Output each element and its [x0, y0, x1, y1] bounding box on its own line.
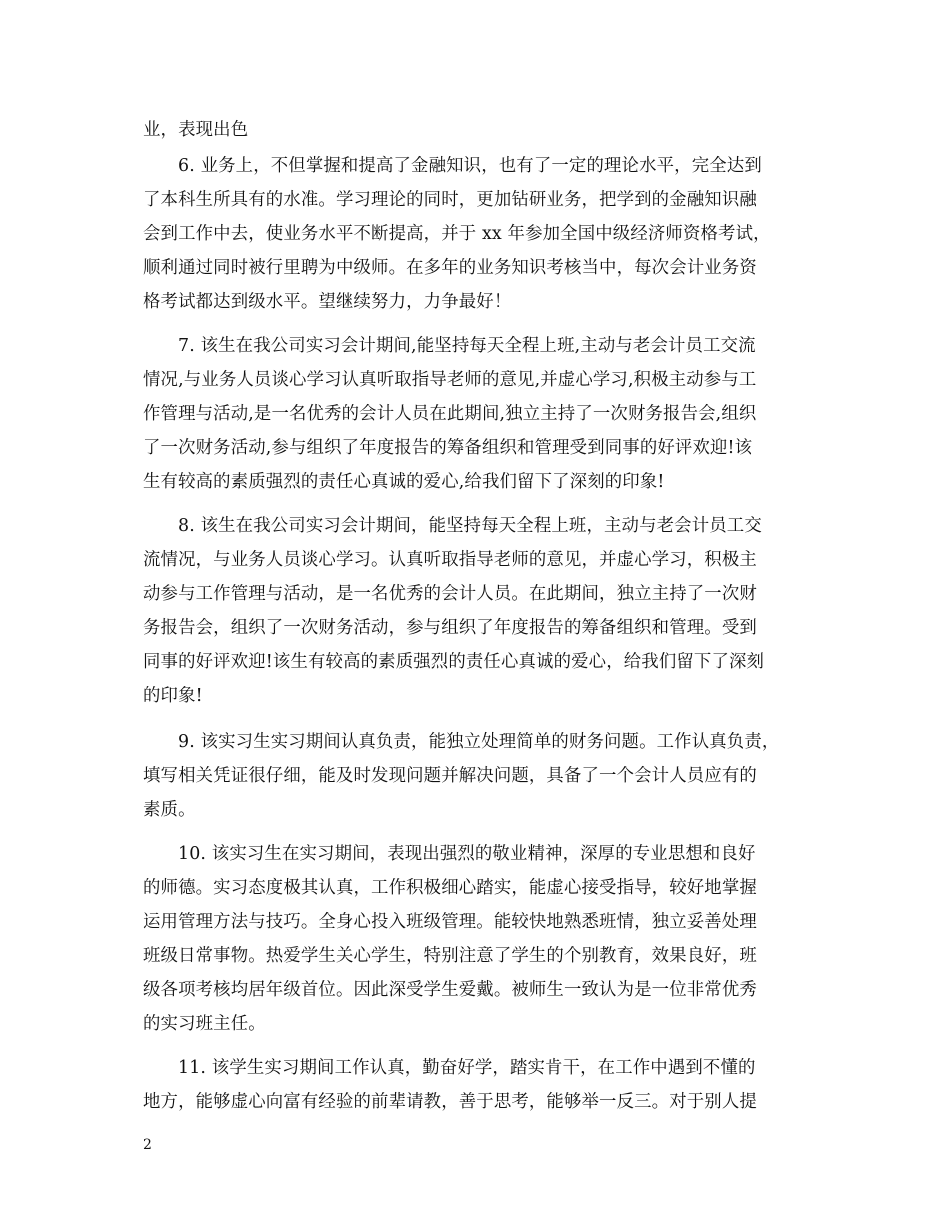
text-line: 级各项考核均居年级首位。因此深受学生爱戴。被师生一致认为是一位非常优秀 [143, 980, 757, 1000]
text-line: 生有较高的素质强烈的责任心真诚的爱心,给我们留下了深刻的印象! [143, 472, 665, 492]
text-line: 11. 该学生实习期间工作认真，勤奋好学，踏实肯干，在工作中遇到不懂的 [178, 1058, 756, 1078]
text-line: 格考试都达到级水平。望继续努力，力争最好！ [143, 292, 512, 312]
text-line: 作管理与活动,是一名优秀的会计人员在此期间,独立主持了一次财务报告会,组织 [143, 404, 757, 424]
text-line: 情况,与业务人员谈心学习认真听取指导老师的意见,并虚心学习,积极主动参与工 [143, 370, 757, 390]
text-line: 的实习班主任。 [143, 1014, 266, 1034]
text-line: 了一次财务活动,参与组织了年度报告的筹备组织和管理受到同事的好评欢迎!该 [143, 438, 753, 458]
text-line: 会到工作中去，使业务水平不断提高，并于 xx 年参加全国中级经济师资格考试， [143, 224, 771, 244]
text-line: 7. 该生在我公司实习会计期间,能坚持每天全程上班,主动与老会计员工交流 [178, 336, 756, 356]
text-line: 务报告会，组织了一次财务活动，参与组织了年度报告的筹备组织和管理。受到 [143, 618, 757, 638]
text-line: 填写相关凭证很仔细，能及时发现问题并解决问题，具备了一个会计人员应有的 [143, 766, 757, 786]
text-line: 8. 该生在我公司实习会计期间，能坚持每天全程上班，主动与老会计员工交 [178, 516, 762, 536]
text-line: 同事的好评欢迎!该生有较高的素质强烈的责任心真诚的爱心，给我们留下了深刻 [143, 652, 765, 672]
text-line: 业，表现出色 [143, 120, 249, 140]
text-line: 了本科生所具有的水准。学习理论的同时，更加钻研业务，把学到的金融知识融 [143, 190, 757, 210]
text-line: 的师德。实习态度极其认真，工作积极细心踏实，能虚心接受指导，较好地掌握 [143, 878, 757, 898]
text-line: 10. 该实习生在实习期间，表现出强烈的敬业精神，深厚的专业思想和良好 [178, 844, 756, 864]
text-line: 地方，能够虚心向富有经验的前辈请教，善于思考，能够举一反三。对于别人提 [143, 1092, 757, 1112]
text-line: 运用管理方法与技巧。全身心投入班级管理。能较快地熟悉班情，独立妥善处理 [143, 912, 757, 932]
text-line: 9. 该实习生实习期间认真负责，能独立处理简单的财务问题。工作认真负责， [178, 732, 780, 752]
text-line: 流情况，与业务人员谈心学习。认真听取指导老师的意见，并虚心学习，积极主 [143, 550, 757, 570]
page-number: 2 [143, 1137, 152, 1153]
text-line: 顺利通过同时被行里聘为中级师。在多年的业务知识考核当中，每次会计业务资 [143, 258, 757, 278]
text-line: 的印象! [143, 686, 203, 706]
text-line: 6. 业务上，不但掌握和提高了金融知识，也有了一定的理论水平，完全达到 [178, 156, 762, 176]
text-line: 素质。 [143, 800, 196, 820]
text-line: 动参与工作管理与活动，是一名优秀的会计人员。在此期间，独立主持了一次财 [143, 584, 757, 604]
text-line: 班级日常事物。热爱学生关心学生，特别注意了学生的个别教育，效果良好，班 [143, 946, 757, 966]
